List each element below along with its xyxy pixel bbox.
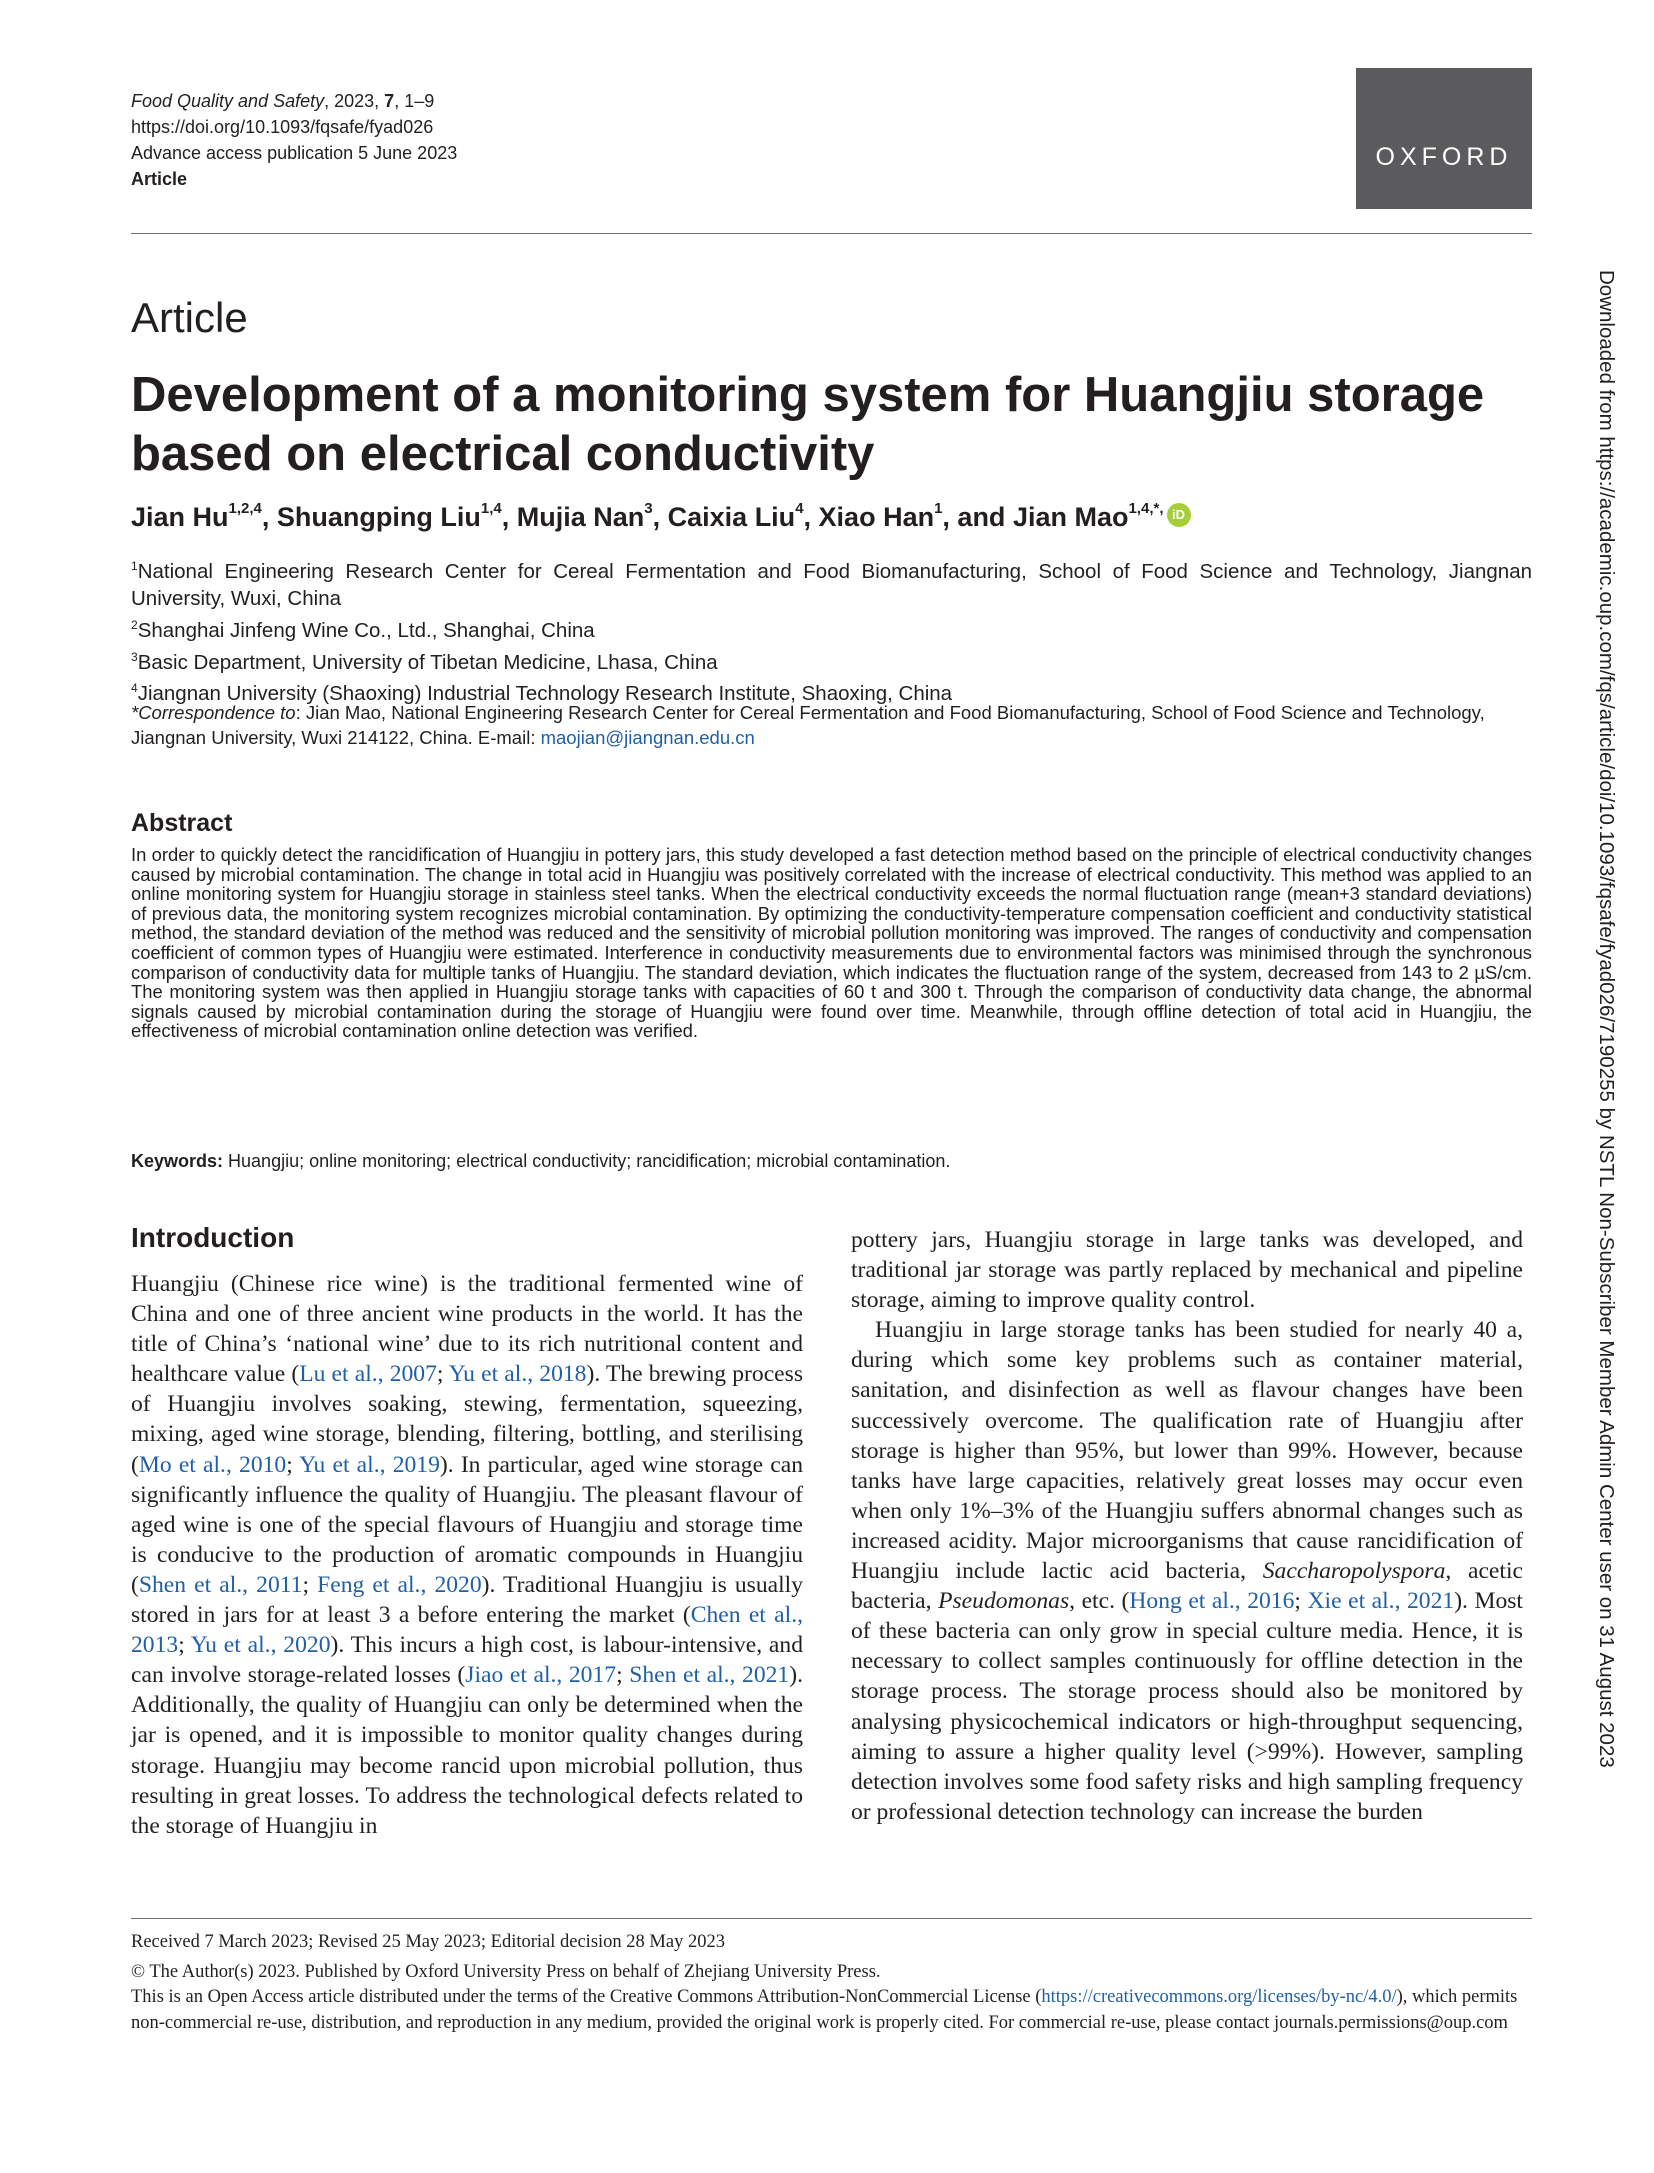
affiliation: $^2$Shanghai Jinfeng Wine Co., Ltd., Shanghai, China [131,617,595,642]
intro-column-left: Huangjiu (Chinese rice wine) is the traditional fermented wine of China and one of three ancient wine products in the world. It has the title of China’s ‘national wine’ due to its rich nutritional content and healthcare value (Lu et al., 2007; Yu et al., 2018). The brewing process of Huangjiu involves soaking, stewing, fermentation, squeezing, mixing, aged wine storage, blending, filtering, bottling, and sterilising (Mo et al., 2010; Yu et al., 2019). In particular, aged wine storage can significantly influence the quality of Huangjiu. The pleasant flavour of aged wine is one of the special flavours of Huangjiu and storage time is conducive to the production of aromatic compounds in Huangjiu (Shen et al., 2011; Feng et al., 2020). Traditional Huangjiu is usually stored in jars for at least 3 a before entering the market (Chen et al., 2013; Yu et al., 2020). This incurs a high cost, is labour-intensive, and can involve storage-related losses (Jiao et al., 2017; Shen et al., 2021). Additionally, the quality of Huangjiu can only be determined when the jar is opened, and it is impossible to monitor quality changes during storage. Huangjiu may become rancid upon microbial pollution, thus resulting in great losses. To address the technological defects related to the storage of Huangjiu in [131,1271,804,1839]
affiliation: $^1$National Engineering Research Center for Cereal Fermentation and Food Biomanufacturing, School of Food Science and Technology, Jiangnan University, Wuxi, China [131,559,1532,610]
citation-link[interactable]: Mo et al., 2010 [138,1451,287,1478]
journal-volume: 7 [384,91,395,111]
citation-link[interactable]: Feng et al., 2020 [317,1571,482,1598]
article-type: Article [131,169,188,189]
affiliations [131,553,1532,707]
author[interactable]: Mujia Nan$^3$ [516,500,653,532]
journal-info [131,88,457,192]
abstract-heading: Abstract [131,809,233,837]
intro-column-right [851,1225,1523,1827]
citation-link[interactable]: Yu et al., 2018 [448,1361,587,1388]
journal-year: , 2023, [324,91,385,111]
keywords: Keywords: Huangjiu; online monitoring; electrical conductivity; rancidification; microbial contamination. [131,1151,951,1171]
abstract-text: In order to quickly detect the rancidification of Huangjiu in pottery jars, this study developed a fast detection method based on the principle of electrical conductivity changes caused by microbial contamination. The change in total acid in Huangjiu was positively correlated with the increase of electrical conductivity. This method was applied to an online monitoring system for Huangjiu storage in stainless steel tanks. When the electrical conductivity exceeds the normal fluctuation range (mean+3 standard deviations) of previous data, the monitoring system recognizes microbial contamination. By optimizing the conductivity-temperature compensation coefficient and conductivity statistical method, the standard deviation of the method was reduced and the sensitivity of microbial pollution monitoring was improved. The ranges of conductivity and compensation coefficient of common types of Huangjiu were estimated. Interference in conductivity measurements due to environmental factors was minimised through the synchronous comparison of conductivity data for multiple tanks of Huangjiu. The standard deviation, which indicates the fluctuation range of the system, decreased from 143 to 2 µS/cm. The monitoring system was then applied in Huangjiu storage tanks with capacities of 60 t and 300 t. Through the comparison of conductivity data change, the abnormal signals caused by microbial contamination during the storage of Huangjiu were found over time. Meanwhile, through offline detection of total acid in Huangjiu, the effectiveness of microbial contamination online detection was verified. [131,844,1532,1042]
citation-link[interactable]: Yu et al., 2019 [299,1451,440,1478]
footer [131,1930,1532,2036]
correspondence-note: *Correspondence to: Jian Mao, National Engineering Research Center for Cereal Fermentation and Food Biomanufacturing, School of Food Science and Technology, Jiangnan University, Wuxi 214122, China. E-mail: maojian@jiangnan.edu.cn [131,702,1485,748]
citation-link[interactable]: Hong et al., 2016 [1129,1588,1295,1615]
license-text: This is an Open Access article distributed under the terms of the Creative Commons Attribution-NonCommercial License (https://creativecommons.org/licenses/by-nc/4.0/), which permits non-commercial re-use, distribution, and reproduction in any medium, provided the original work is properly cited. For commercial re-use, please contact journals.permissions@oup.com [131,1987,1518,2033]
citation-link[interactable]: Xie et al., 2021 [1307,1588,1455,1615]
received-dates: Received 7 March 2023; Revised 25 May 2023; Editorial decision 28 May 2023 [131,1932,725,1952]
journal-pages: , 1–9 [394,91,435,111]
oxford-logo: OXFORD [1356,68,1532,209]
download-watermark: Downloaded from https://academic.oup.com/fqs/article/doi/10.1093/fqsafe/fyad026/7190255 by NSTL Non-Subscriber Member Admin Center user on 31 August 2023 [1595,270,1618,1768]
citation-link[interactable]: Yu et al., 2020 [190,1632,331,1659]
header-divider [131,233,1532,234]
author-list: Jian Hu$^{1,2,4}$, Shuangping Liu$^{1,4}$, Mujia Nan$^3$, Caixia Liu$^4$, Xiao Han$^1$, and Jian Mao$^{1,4,*,}$ iD [131,502,1191,533]
article-title: Development of a monitoring system for Huangjiu storage based on electrical conductivity [131,368,1485,481]
citation-link[interactable]: Chen et al., 2013 [131,1602,803,1659]
affiliation: $^3$Basic Department, University of Tibetan Medicine, Lhasa, China [131,649,718,674]
advance-access-date: Advance access publication 5 June 2023 [131,143,458,163]
introduction-heading: Introduction [131,1222,295,1253]
citation-link[interactable]: Shen et al., 2021 [629,1662,790,1689]
copyright: © The Author(s) 2023. Published by Oxford University Press on behalf of Zhejiang University Press. [131,1961,881,1982]
license-link[interactable]: https://creativecommons.org/licenses/by-nc/4.0/ [1041,1987,1397,2007]
orcid-icon[interactable]: iD [1167,503,1191,527]
author[interactable]: Caixia Liu$^4$ [667,500,804,532]
intro-paragraph: pottery jars, Huangjiu storage in large tanks was developed, and traditional jar storage was partly replaced by mechanical and pipeline storage, aiming to improve quality control. [851,1227,1523,1314]
citation-link[interactable]: Jiao et al., 2017 [465,1662,617,1689]
journal-name: Food Quality and Safety [131,91,325,111]
author[interactable]: Shuangping Liu$^{1,4}$ [276,500,502,532]
section-label: Article [131,294,248,341]
doi-link[interactable]: https://doi.org/10.1093/fqsafe/fyad026 [131,117,434,137]
citation-link[interactable]: Lu et al., 2007 [299,1361,437,1388]
author[interactable]: Xiao Han$^1$ [818,500,943,532]
author[interactable]: Jian Mao$^{1,4,*,}$ [1012,500,1164,532]
journal-citation [131,88,457,114]
citation-link[interactable]: Shen et al., 2011 [138,1571,303,1598]
affiliation: $^4$Jiangnan University (Shaoxing) Industrial Technology Research Institute, Shaoxing, China [131,681,953,706]
author[interactable]: Jian Hu$^{1,2,4}$ [131,500,262,532]
footer-divider [131,1918,1532,1919]
intro-paragraph: Huangjiu in large storage tanks has been studied for nearly 40 a, during which some key problems such as container material, sanitation, and disinfection as well as flavour changes have been successively overcome. The qualification rate of Huangjiu after storage is higher than 95%, but lower than 99%. However, because tanks have large capacities, relatively great losses may occur even when only 1%–3% of the Huangjiu suffers abnormal changes such as increased acidity. Major microorganisms that cause rancidification of Huangjiu include lactic acid bacteria, Saccharopolyspora, acetic bacteria, Pseudomonas, etc. (Hong et al., 2016; Xie et al., 2021). Most of these bacteria can only grow in special culture media. Hence, it is necessary to collect samples continuously for offline detection in the storage process. The storage process should also be monitored by analysing physicochemical indicators or high-throughput sequencing, aiming to assure a higher quality level (>99%). However, sampling detection involves some food safety risks and high sampling frequency or professional detection technology can increase the burden [851,1317,1523,1825]
email-link[interactable]: maojian@jiangnan.edu.cn [540,727,755,748]
